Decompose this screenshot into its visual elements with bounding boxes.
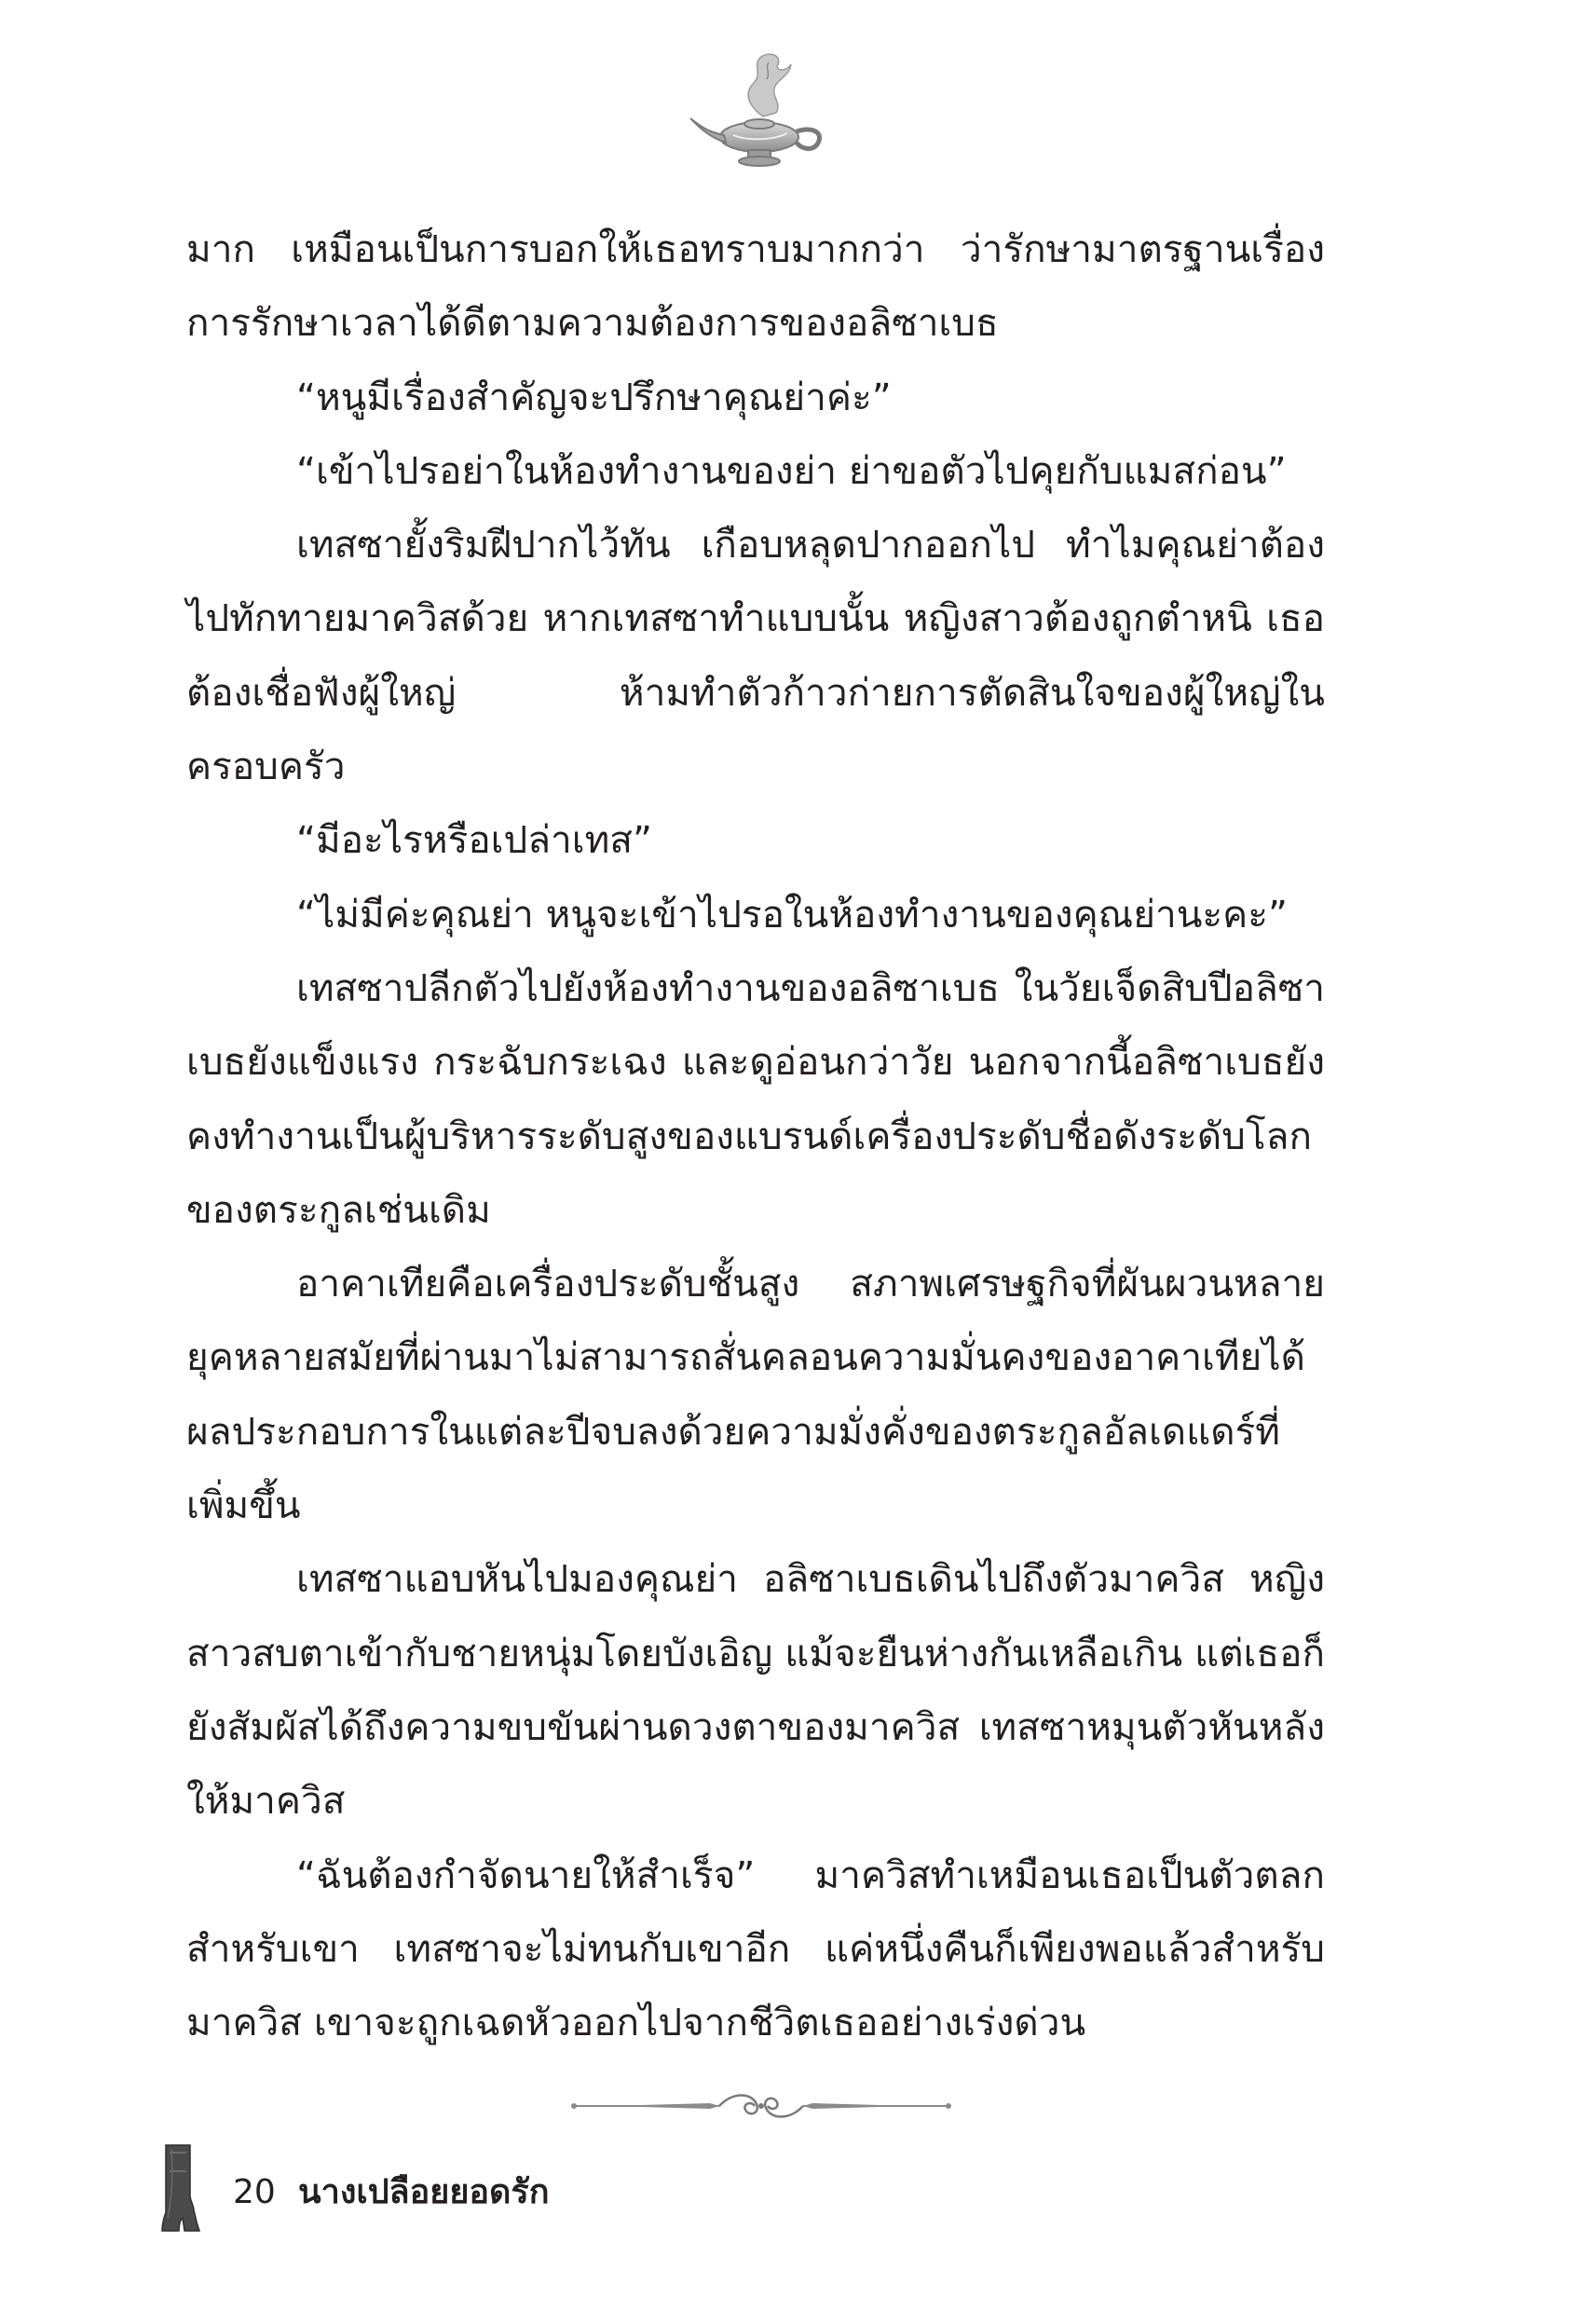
page-number: 20 (233, 2173, 276, 2211)
paragraph: “ฉันต้องกำจัดนายให้สำเร็จ” มาควิสทำเหมือนเธอเป็นตัวตลกสำหรับเขา เทสซาจะไม่ทนกับเขาอีก แค่หนึ่งคืนก็เพียงพอแล้วสำหรับมาควิส เขาจะถูกเฉดหัวออกไปจากชีวิตเธออย่างเร่งด่วน (186, 1852, 1325, 2045)
paragraph: “เข้าไปรอย่าในห้องทำงานของย่า ย่าขอตัวไปคุยกับแมสก่อน” (296, 447, 1287, 493)
flourish-divider-icon (570, 2087, 952, 2125)
boot-icon (158, 2143, 201, 2233)
paragraph: มาก เหมือนเป็นการบอกให้เธอทราบมากกว่า ว่ารักษามาตรฐานเรื่องการรักษาเวลาได้ดีตามความต้องการของอลิซาเบธ (186, 226, 1325, 346)
paragraph: อาคาเทียคือเครื่องประดับชั้นสูง สภาพเศรษฐกิจที่ผันผวนหลายยุคหลายสมัยที่ผ่านมาไม่สามารถสั่นคลอนความมั่นคงของอาคาเทียได้ ผลประกอบการในแต่ละปีจบลงด้วยความมั่งคั่งของตระกูลอัลเดแดร์ที่เพิ่มขึ้น (186, 1261, 1325, 1528)
page-footer (158, 2143, 811, 2236)
body-text (186, 212, 1325, 2059)
paragraph: เทสซายั้งริมฝีปากไว้ทัน เกือบหลุดปากออกไป ทำไมคุณย่าต้องไปทักทายมาควิสด้วย หากเทสซาทำแบบนั้น หญิงสาวต้องถูกตำหนิ เธอต้องเชื่อฟังผู้ใหญ่ ห้ามทำตัวก้าวก่ายการตัดสินใจของผู้ใหญ่ในครอบครัว (186, 522, 1325, 789)
book-title: นางเปลือยยอดรัก (298, 2173, 550, 2211)
paragraph: “มีอะไรหรือเปล่าเทส” (296, 817, 653, 863)
paragraph: เทสซาแอบหันไปมองคุณย่า อลิซาเบธเดินไปถึงตัวมาควิส หญิงสาวสบตาเข้ากับชายหนุ่มโดยบังเอิญ แม้จะยืนห่างกันเหลือเกิน แต่เธอก็ยังสัมผัสได้ถึงความขบขันผ่านดวงตาของมาควิส เทสซาหมุนตัวหันหลังให้มาควิส (186, 1556, 1325, 1824)
paragraph: เทสซาปลีกตัวไปยังห้องทำงานของอลิซาเบธ ในวัยเจ็ดสิบปีอลิซาเบธยังแข็งแรง กระฉับกระเฉง และดูอ่อนกว่าวัย นอกจากนี้อลิซาเบธยังคงทำงานเป็นผู้บริหารระดับสูงของแบรนด์เครื่องประดับชื่อดังระดับโลกของตระกูลเช่นเดิม (186, 964, 1325, 1232)
paragraph: “ไม่มีค่ะคุณย่า หนูจะเข้าไปรอในห้องทำงานของคุณย่านะคะ” (296, 891, 1288, 937)
genie-lamp-icon (685, 51, 834, 172)
paragraph: “หนูมีเรื่องสำคัญจะปรึกษาคุณย่าค่ะ” (296, 374, 892, 419)
